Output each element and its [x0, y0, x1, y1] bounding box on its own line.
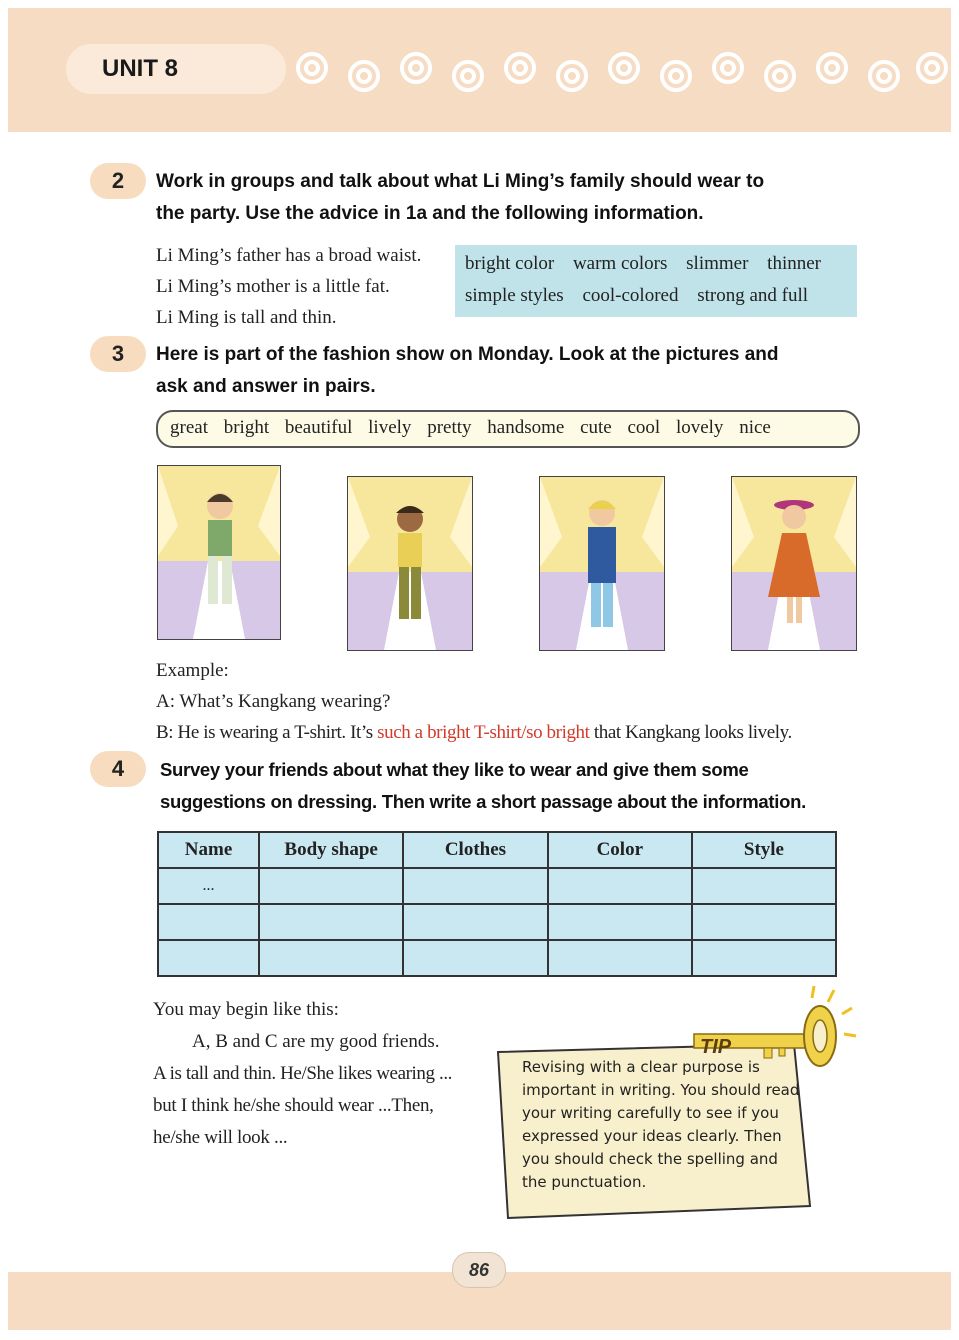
table-cell[interactable]	[259, 868, 403, 904]
table-cell[interactable]	[259, 940, 403, 976]
boy-blue-coat-illustration	[540, 477, 664, 650]
tip-line: the punctuation.	[522, 1173, 647, 1191]
tip-line: you should check the spelling and	[522, 1150, 778, 1168]
exercise-4-instruction	[160, 754, 880, 818]
header-name: Name	[158, 832, 259, 868]
fashion-show-picture-3	[539, 476, 665, 651]
boy-green-shirt-illustration	[158, 466, 280, 639]
adjective-word: cute	[580, 417, 612, 438]
advice-word: bright color	[465, 253, 555, 274]
begin-line: he/she will look ...	[153, 1127, 288, 1148]
tip-line: expressed your ideas clearly. Then	[522, 1127, 782, 1145]
table-cell[interactable]	[403, 904, 547, 940]
table-cell[interactable]	[548, 904, 692, 940]
adjective-word: cool	[627, 417, 661, 438]
exercise-2-instruction-line-2: the party. Use the advice in 1a and the following information.	[156, 203, 704, 224]
begin-line: but I think he/she should wear ...Then,	[153, 1095, 434, 1116]
tip-line: Revising with a clear purpose is	[522, 1058, 760, 1076]
begin-label: You may begin like this:	[153, 999, 339, 1020]
example-b-end: that Kangkang looks lively.	[589, 722, 792, 743]
table-cell[interactable]	[548, 868, 692, 904]
table-cell[interactable]	[692, 904, 836, 940]
adjective-word: nice	[739, 417, 771, 438]
fashion-show-picture-2	[347, 476, 473, 651]
exercise-3-instruction-line-1: Here is part of the fashion show on Monday. Look at the pictures and	[156, 344, 779, 365]
table-header-row	[158, 832, 836, 868]
exercise-4-instruction-line-2: suggestions on dressing. Then write a short passage about the information.	[160, 791, 806, 812]
example-b-start: B: He is wearing a T-shirt. It’s	[156, 722, 378, 743]
unit-title: UNIT 8	[102, 55, 179, 82]
adjective-word: lovely	[675, 417, 724, 438]
header-clothes: Clothes	[403, 832, 547, 868]
adjective-word: pretty	[427, 417, 472, 438]
advice-word: cool-colored	[582, 285, 679, 306]
tip-line: important in writing. You should read	[522, 1081, 800, 1099]
adjective-word: lively	[368, 417, 412, 438]
example-line-b	[156, 717, 792, 748]
exercise-2-instruction	[156, 166, 876, 230]
advice-words-row-1	[465, 253, 835, 275]
advice-word: strong and full	[697, 285, 809, 306]
girl-yellow-outfit-illustration	[348, 477, 472, 650]
survey-table	[157, 831, 837, 977]
advice-word: warm colors	[572, 253, 668, 274]
page-number: 86	[452, 1252, 506, 1288]
exercise-4-number: 4	[90, 751, 146, 787]
exercise-3-number: 3	[90, 336, 146, 372]
advice-word: simple styles	[465, 285, 564, 306]
info-line: Li Ming’s father has a broad waist.	[156, 245, 422, 266]
header-color: Color	[548, 832, 692, 868]
exercise-3-instruction-line-2: ask and answer in pairs.	[156, 376, 376, 397]
exercise-2-instruction-line-1: Work in groups and talk about what Li Ming’s family should wear to	[156, 171, 765, 192]
example-line-a: A: What’s Kangkang wearing?	[156, 691, 391, 712]
begin-line: A, B and C are my good friends.	[192, 1031, 440, 1052]
tip-text	[522, 1056, 802, 1194]
fashion-show-picture-4	[731, 476, 857, 651]
decorative-rings	[292, 50, 952, 94]
adjective-list	[170, 417, 782, 439]
li-ming-family-info	[156, 240, 421, 333]
table-cell[interactable]	[692, 868, 836, 904]
advice-word: slimmer	[686, 253, 749, 274]
adjective-word: beautiful	[284, 417, 353, 438]
adjective-word: bright	[223, 417, 270, 438]
table-row	[158, 868, 836, 904]
advice-word: thinner	[767, 253, 821, 274]
header-body-shape: Body shape	[259, 832, 403, 868]
tip-line: your writing carefully to see if you	[522, 1104, 779, 1122]
example-b-highlight: such a bright T-shirt/so bright	[377, 722, 590, 743]
exercise-2-number: 2	[90, 163, 146, 199]
table-cell[interactable]: ...	[158, 868, 259, 904]
example-label: Example:	[156, 660, 229, 681]
girl-orange-dress-illustration	[732, 477, 856, 650]
info-line: Li Ming’s mother is a little fat.	[156, 276, 390, 297]
table-cell[interactable]	[158, 940, 259, 976]
table-cell[interactable]	[158, 904, 259, 940]
table-cell[interactable]	[403, 868, 547, 904]
fashion-show-picture-1	[157, 465, 281, 640]
header-style: Style	[692, 832, 836, 868]
adjective-word: handsome	[487, 417, 565, 438]
table-row	[158, 904, 836, 940]
begin-line: A is tall and thin. He/She likes wearing ...	[153, 1063, 453, 1084]
adjective-word: great	[170, 417, 208, 438]
exercise-4-instruction-line-1: Survey your friends about what they like to wear and give them some	[160, 759, 749, 780]
exercise-3-instruction	[156, 339, 876, 403]
advice-word-box	[455, 245, 857, 317]
table-cell[interactable]	[259, 904, 403, 940]
adjective-word-bank	[156, 410, 860, 448]
info-line: Li Ming is tall and thin.	[156, 307, 337, 328]
advice-words-row-2	[465, 285, 822, 307]
tip-label: TIP	[700, 1036, 732, 1058]
